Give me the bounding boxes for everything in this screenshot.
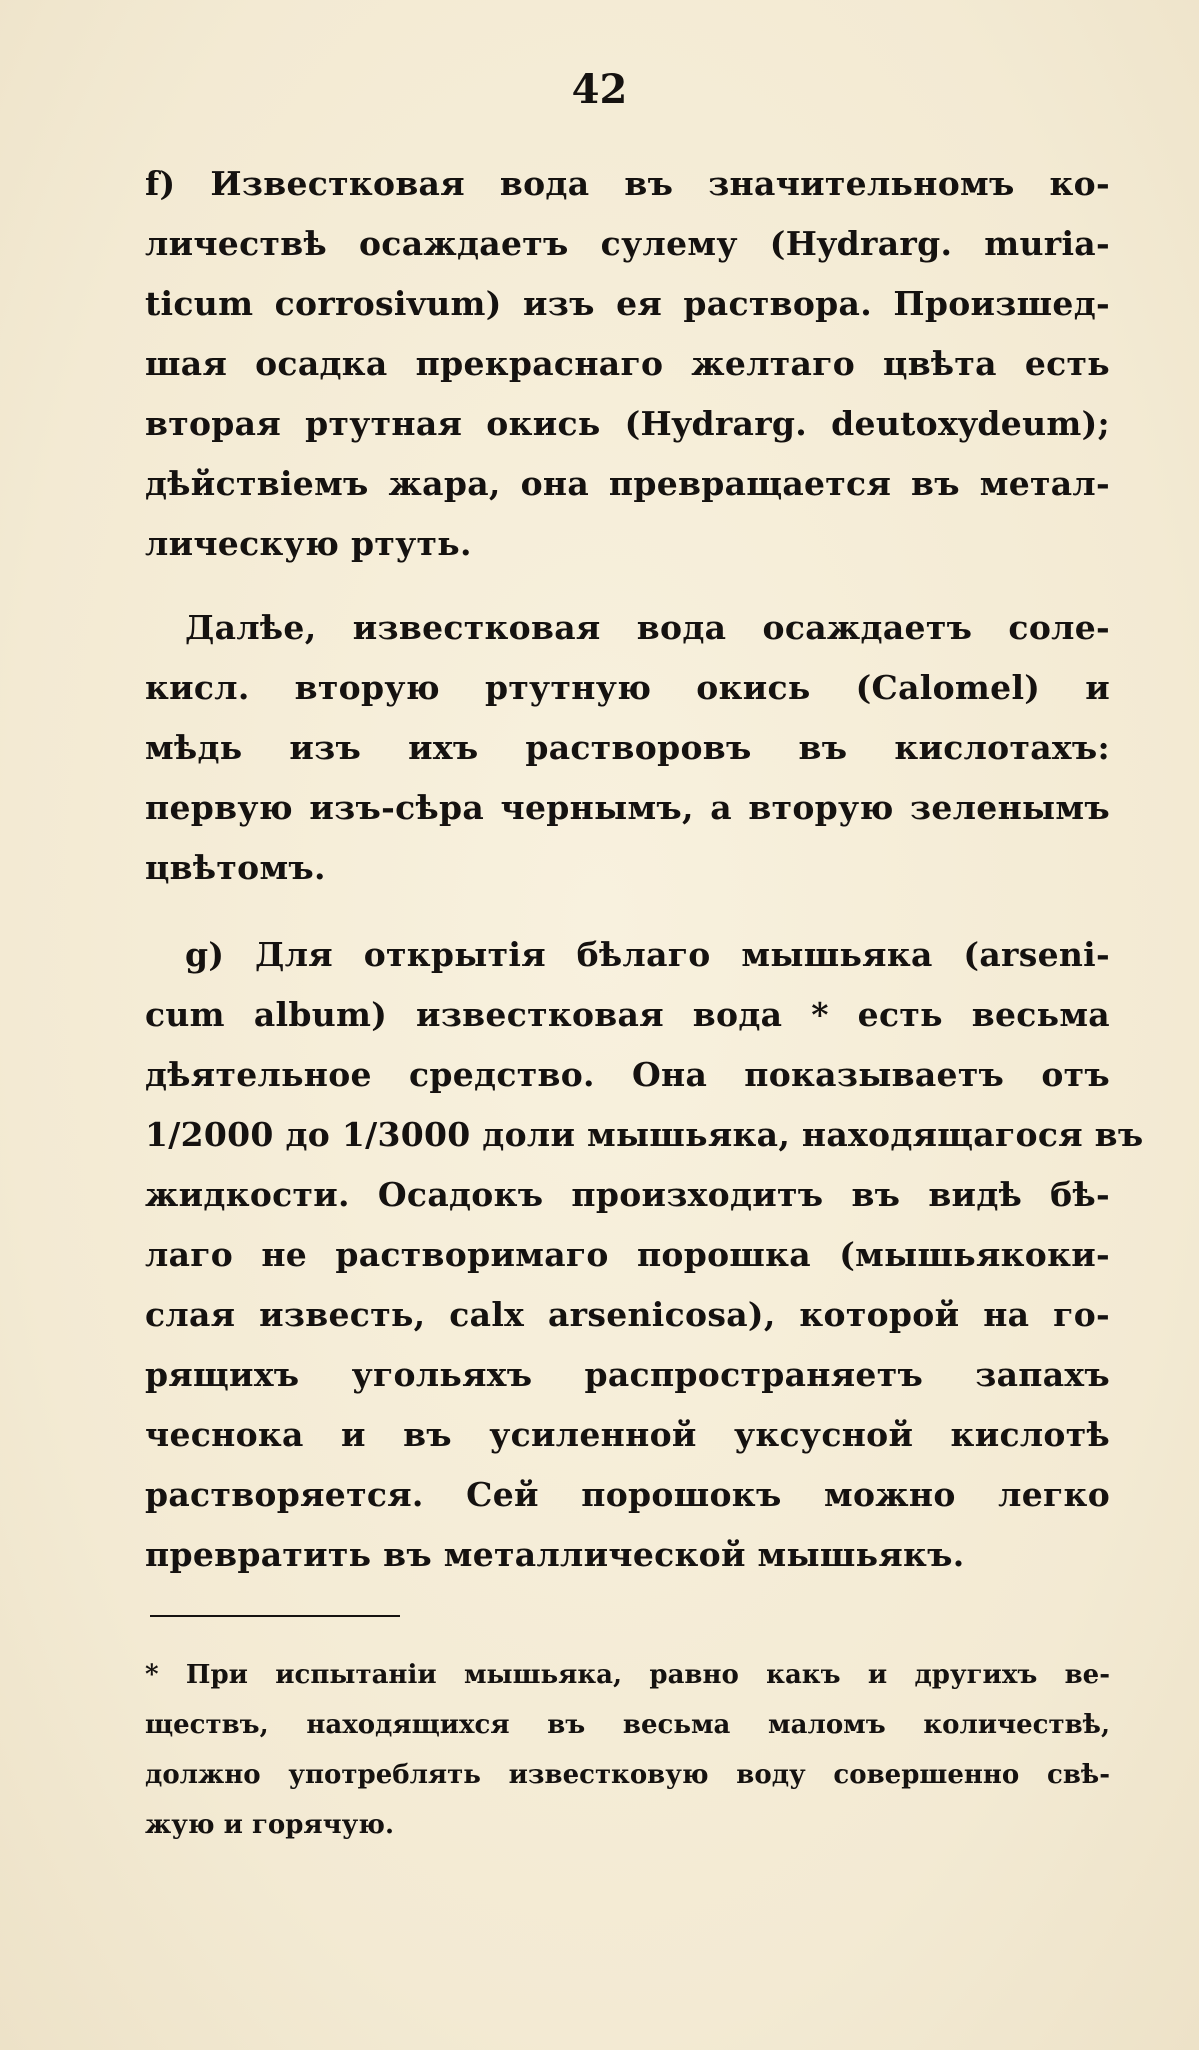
text-line: мѣдь изъ ихъ растворовъ въ кислотахъ: bbox=[145, 728, 1110, 767]
text-line: Далѣе, известковая вода осаждаетъ соле- bbox=[185, 608, 1110, 647]
footnote-line: жую и горячую. bbox=[145, 1810, 394, 1840]
text-line: дѣйствіемъ жара, она превращается въ метал- bbox=[145, 464, 1110, 503]
text-line: чеснока и въ усиленной уксусной кислотѣ bbox=[145, 1415, 1110, 1454]
text-line: превратить въ металлической мышьякъ. bbox=[145, 1535, 965, 1574]
text-line: f) Известковая вода въ значительномъ ко- bbox=[145, 164, 1110, 203]
text-line: личествѣ осаждаетъ сулему (Hydrarg. muria- bbox=[145, 224, 1110, 263]
footnote-separator bbox=[150, 1615, 400, 1617]
text-line: цвѣтомъ. bbox=[145, 848, 326, 887]
text-line: дѣятельное средство. Она показываетъ отъ bbox=[145, 1055, 1110, 1094]
text-line: ticum corrosivum) изъ ея раствора. Произшед- bbox=[145, 284, 1110, 323]
text-line: шая осадка прекраснаго желтаго цвѣта есть bbox=[145, 344, 1110, 383]
text-line: рящихъ угольяхъ распространяетъ запахъ bbox=[145, 1355, 1110, 1394]
text-line: лаго не растворимаго порошка (мышьякоки- bbox=[145, 1235, 1110, 1274]
text-line: cum album) известковая вода * есть весьма bbox=[145, 995, 1110, 1034]
footnote-line: * При испытаніи мышьяка, равно какъ и другихъ ве- bbox=[145, 1660, 1110, 1690]
text-line: кисл. вторую ртутную окись (Calomel) и bbox=[145, 668, 1110, 707]
text-line: слая известь, calx arsenicosa), которой на го- bbox=[145, 1295, 1110, 1334]
text-line: g) Для открытія бѣлаго мышьяка (arseni- bbox=[185, 935, 1110, 974]
text-line: 1/2000 до 1/3000 доли мышьяка, находящагося въ bbox=[145, 1115, 1144, 1154]
text-line: первую изъ-сѣра чернымъ, а вторую зеленымъ bbox=[145, 788, 1110, 827]
footnote-line: должно употреблять известковую воду совершенно свѣ- bbox=[145, 1760, 1110, 1790]
text-line: вторая ртутная окись (Hydrarg. deutoxydeum); bbox=[145, 404, 1110, 443]
text-line: жидкости. Осадокъ произходитъ въ видѣ бѣ- bbox=[145, 1175, 1110, 1214]
text-line: растворяется. Сей порошокъ можно легко bbox=[145, 1475, 1110, 1514]
page-number: 42 bbox=[571, 66, 628, 113]
footnote-line: ществъ, находящихся въ весьма маломъ количествѣ, bbox=[145, 1710, 1110, 1740]
text-line: лическую ртуть. bbox=[145, 524, 472, 563]
